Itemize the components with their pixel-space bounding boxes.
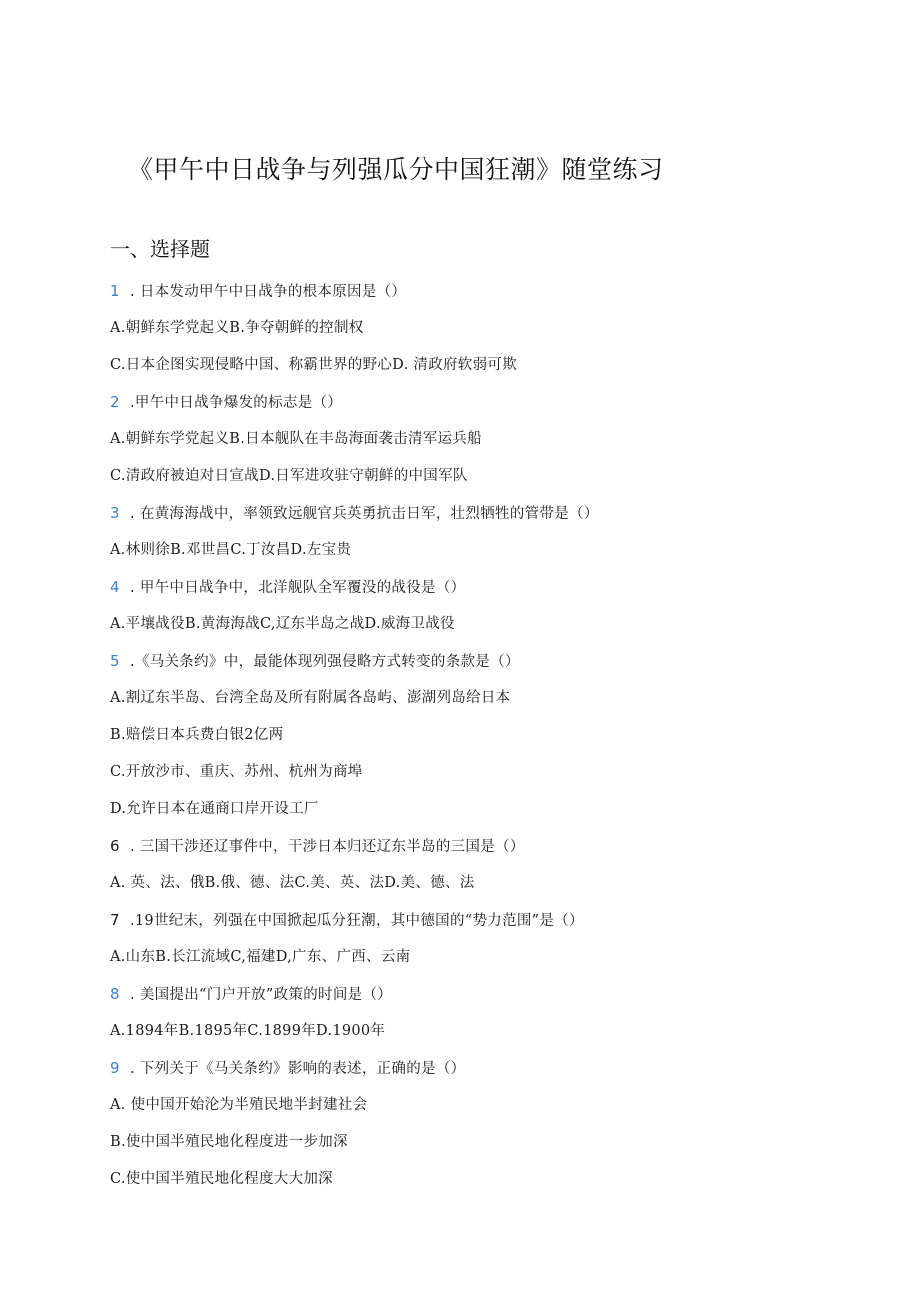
answer-options [110,1131,830,1168]
option-text: A.平壤战役B.黄海海战C,辽东半岛之战D.威海卫战役 [110,616,455,632]
question-stem [110,835,830,872]
question-text: .甲午中日战争爆发的标志是（） [130,395,343,411]
answer-options [110,1020,830,1057]
option-text: A.林则徐B.邓世昌C.丁汝昌D.左宝贵 [110,542,352,558]
option-text: C.开放沙市、重庆、苏州、杭州为商埠 [110,764,363,780]
question-text: . 在黄海海战中，率领致远舰官兵英勇抗击日军，壮烈牺牲的管带是（） [130,506,599,522]
question-stem [110,1057,830,1094]
option-text: C.日本企图实现侵略中国、称霸世界的野心D. 清政府软弱可欺 [110,357,518,373]
page-title: 《甲午中日战争与列强瓜分中国狂潮》随堂练习 [128,155,664,184]
question-stem [110,576,830,613]
option-text: D.允许日本在通商口岸开设工厂 [110,801,319,817]
option-text: B.赔偿日本兵费白银2亿两 [110,727,284,743]
question-list [110,280,830,1205]
answer-options [110,317,830,354]
question-number: 6 [110,837,120,855]
question-text: .《马关条约》中，最能体现列强侵略方式转变的条款是（） [130,654,520,670]
question-number: 1 [110,282,120,300]
answer-options [110,946,830,983]
option-text: C.使中国半殖民地化程度大大加深 [110,1171,333,1187]
question-stem [110,909,830,946]
question-stem [110,391,830,428]
question-text: . 甲午中日战争中，北洋舰队全军覆没的战役是（） [130,580,466,596]
answer-options [110,761,830,798]
option-text: A.朝鲜东学党起义B.争夺朝鲜的控制权 [110,320,364,336]
answer-options [110,428,830,465]
question-number: 7 [110,911,120,929]
question-stem [110,983,830,1020]
question-number: 5 [110,652,120,670]
question-text: . 美国提出“门户开放”政策的时间是（） [130,987,393,1003]
answer-options [110,798,830,835]
question-number: 4 [110,578,120,596]
answer-options [110,872,830,909]
answer-options [110,613,830,650]
section-heading: 一、选择题 [110,237,210,261]
option-text: B.使中国半殖民地化程度进一步加深 [110,1134,348,1150]
answer-options [110,687,830,724]
answer-options [110,724,830,761]
question-number: 2 [110,393,120,411]
question-number: 8 [110,985,120,1003]
question-text: .19世纪末，列强在中国掀起瓜分狂潮，其中德国的“势力范围”是（） [130,913,584,929]
answer-options [110,1168,830,1205]
option-text: A.割辽东半岛、台湾全岛及所有附属各岛屿、澎湖列岛给日本 [110,690,511,706]
answer-options [110,1094,830,1131]
option-text: A. 使中国开始沦为半殖民地半封建社会 [110,1097,368,1113]
option-text: C.清政府被迫对日宣战D.日军进攻驻守朝鲜的中国军队 [110,468,468,484]
question-stem [110,502,830,539]
answer-options [110,354,830,391]
question-text: . 三国干涉还辽事件中，干涉日本归还辽东半岛的三国是（） [130,839,525,855]
question-number: 9 [110,1059,120,1077]
question-stem [110,280,830,317]
question-text: . 下列关于《马关条约》影响的表述，正确的是（） [130,1061,466,1077]
option-text: A. 英、法、俄B.俄、德、法C.美、英、法D.美、德、法 [110,875,475,891]
answer-options [110,465,830,502]
option-text: A.朝鲜东学党起义B.日本舰队在丰岛海面袭击清军运兵船 [110,431,482,447]
question-text: . 日本发动甲午中日战争的根本原因是（） [130,284,407,300]
question-stem [110,650,830,687]
answer-options [110,539,830,576]
question-number: 3 [110,504,120,522]
option-text: A.1894年B.1895年C.1899年D.1900年 [110,1023,386,1039]
option-text: A.山东B.长江流域C,福建D,广东、广西、云南 [110,949,411,965]
